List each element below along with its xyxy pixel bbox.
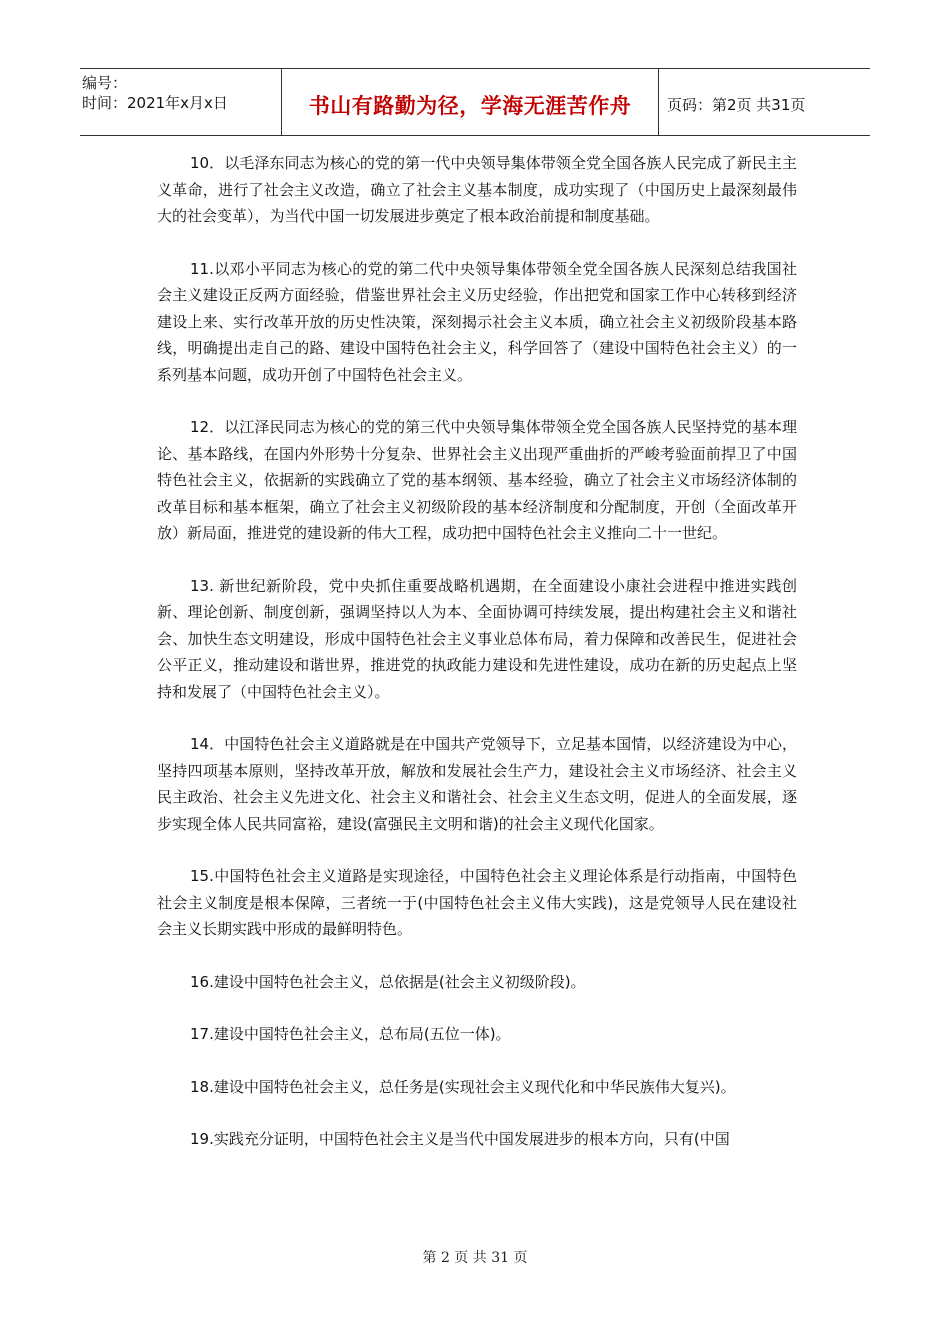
header-page-code: 页码：第2页 共31页 xyxy=(667,95,806,114)
paragraph-10: 10．以毛泽东同志为核心的党的第一代中央领导集体带领全党全国各族人民完成了新民主主义革命，进行了社会主义改造，确立了社会主义基本制度，成功实现了（中国历史上最深刻最伟大的社会变革），为当代中国一切发展进步奠定了根本政治前提和制度基础。 xyxy=(157,154,797,225)
paragraph-12: 12．以江泽民同志为核心的党的第三代中央领导集体带领全党全国各族人民坚持党的基本理论、基本路线，在国内外形势十分复杂、世界社会主义出现严重曲折的严峻考验面前捍卫了中国特色社会主义，依据新的实践确立了党的基本纲领、基本经验，确立了社会主义市场经济体制的改革目标和基本框架，确立了社会主义初级阶段的基本经济制度和分配制度，开创（全面改革开放）新局面，推进党的建设新的伟大工程，成功把中国特色社会主义推向二十一世纪。 xyxy=(157,418,797,542)
page-footer: 第 2 页 共 31 页 xyxy=(422,1250,528,1266)
paragraph-16: 16.建设中国特色社会主义，总依据是(社会主义初级阶段)。 xyxy=(190,972,586,991)
date-line: 时间：2021年x月x日 xyxy=(82,94,228,112)
header-meta xyxy=(80,69,282,135)
header-motto: 书山有路勤为径，学海无涯苦作舟 xyxy=(282,69,659,135)
document-header xyxy=(80,68,870,136)
paragraph-11: 11.以邓小平同志为核心的党的第二代中央领导集体带领全党全国各族人民深刻总结我国社会主义建设正反两方面经验，借鉴世界社会主义历史经验，作出把党和国家工作中心转移到经济建设上来、实行改革开放的历史性决策，深刻揭示社会主义本质，确立社会主义初级阶段基本路线，明确提出走自己的路、建设中国特色社会主义，科学回答了（建设中国特色社会主义）的一系列基本问题，成功开创了中国特色社会主义。 xyxy=(157,259,797,384)
paragraph-15: 15.中国特色社会主义道路是实现途径，中国特色社会主义理论体系是行动指南，中国特色社会主义制度是根本保障，三者统一于(中国特色社会主义伟大实践)，这是党领导人民在建设社会主义长期实践中形成的最鲜明特色。 xyxy=(157,867,797,938)
paragraph-14: 14．中国特色社会主义道路就是在中国共产党领导下，立足基本国情，以经济建设为中心，坚持四项基本原则，坚持改革开放，解放和发展社会生产力，建设社会主义市场经济、社会主义民主政治、社会主义先进文化、社会主义和谐社会、社会主义生态文明，促进人的全面发展，逐步实现全体人民共同富裕，建设(富强民主文明和谐)的社会主义现代化国家。 xyxy=(157,735,797,833)
paragraph-17: 17.建设中国特色社会主义，总布局(五位一体)。 xyxy=(190,1025,511,1043)
paragraph-13: 13. 新世纪新阶段，党中央抓住重要战略机遇期，在全面建设小康社会进程中推进实践创新、理论创新、制度创新，强调坚持以人为本、全面协调可持续发展，提出构建社会主义和谐社会、加快生态文明建设，形成中国特色社会主义事业总体布局，着力保障和改善民生，促进社会公平正义，推动建设和谐世界，推进党的执政能力建设和先进性建设，成功在新的历史起点上坚持和发展了（中国特色社会主义）。 xyxy=(157,576,797,701)
number-label: 编号： xyxy=(82,74,128,92)
paragraph-19: 19.实践充分证明，中国特色社会主义是当代中国发展进步的根本方向，只有(中国 xyxy=(190,1130,730,1148)
paragraph-18: 18.建设中国特色社会主义，总任务是(实现社会主义现代化和中华民族伟大复兴)。 xyxy=(190,1077,736,1096)
document-body xyxy=(157,150,797,1179)
